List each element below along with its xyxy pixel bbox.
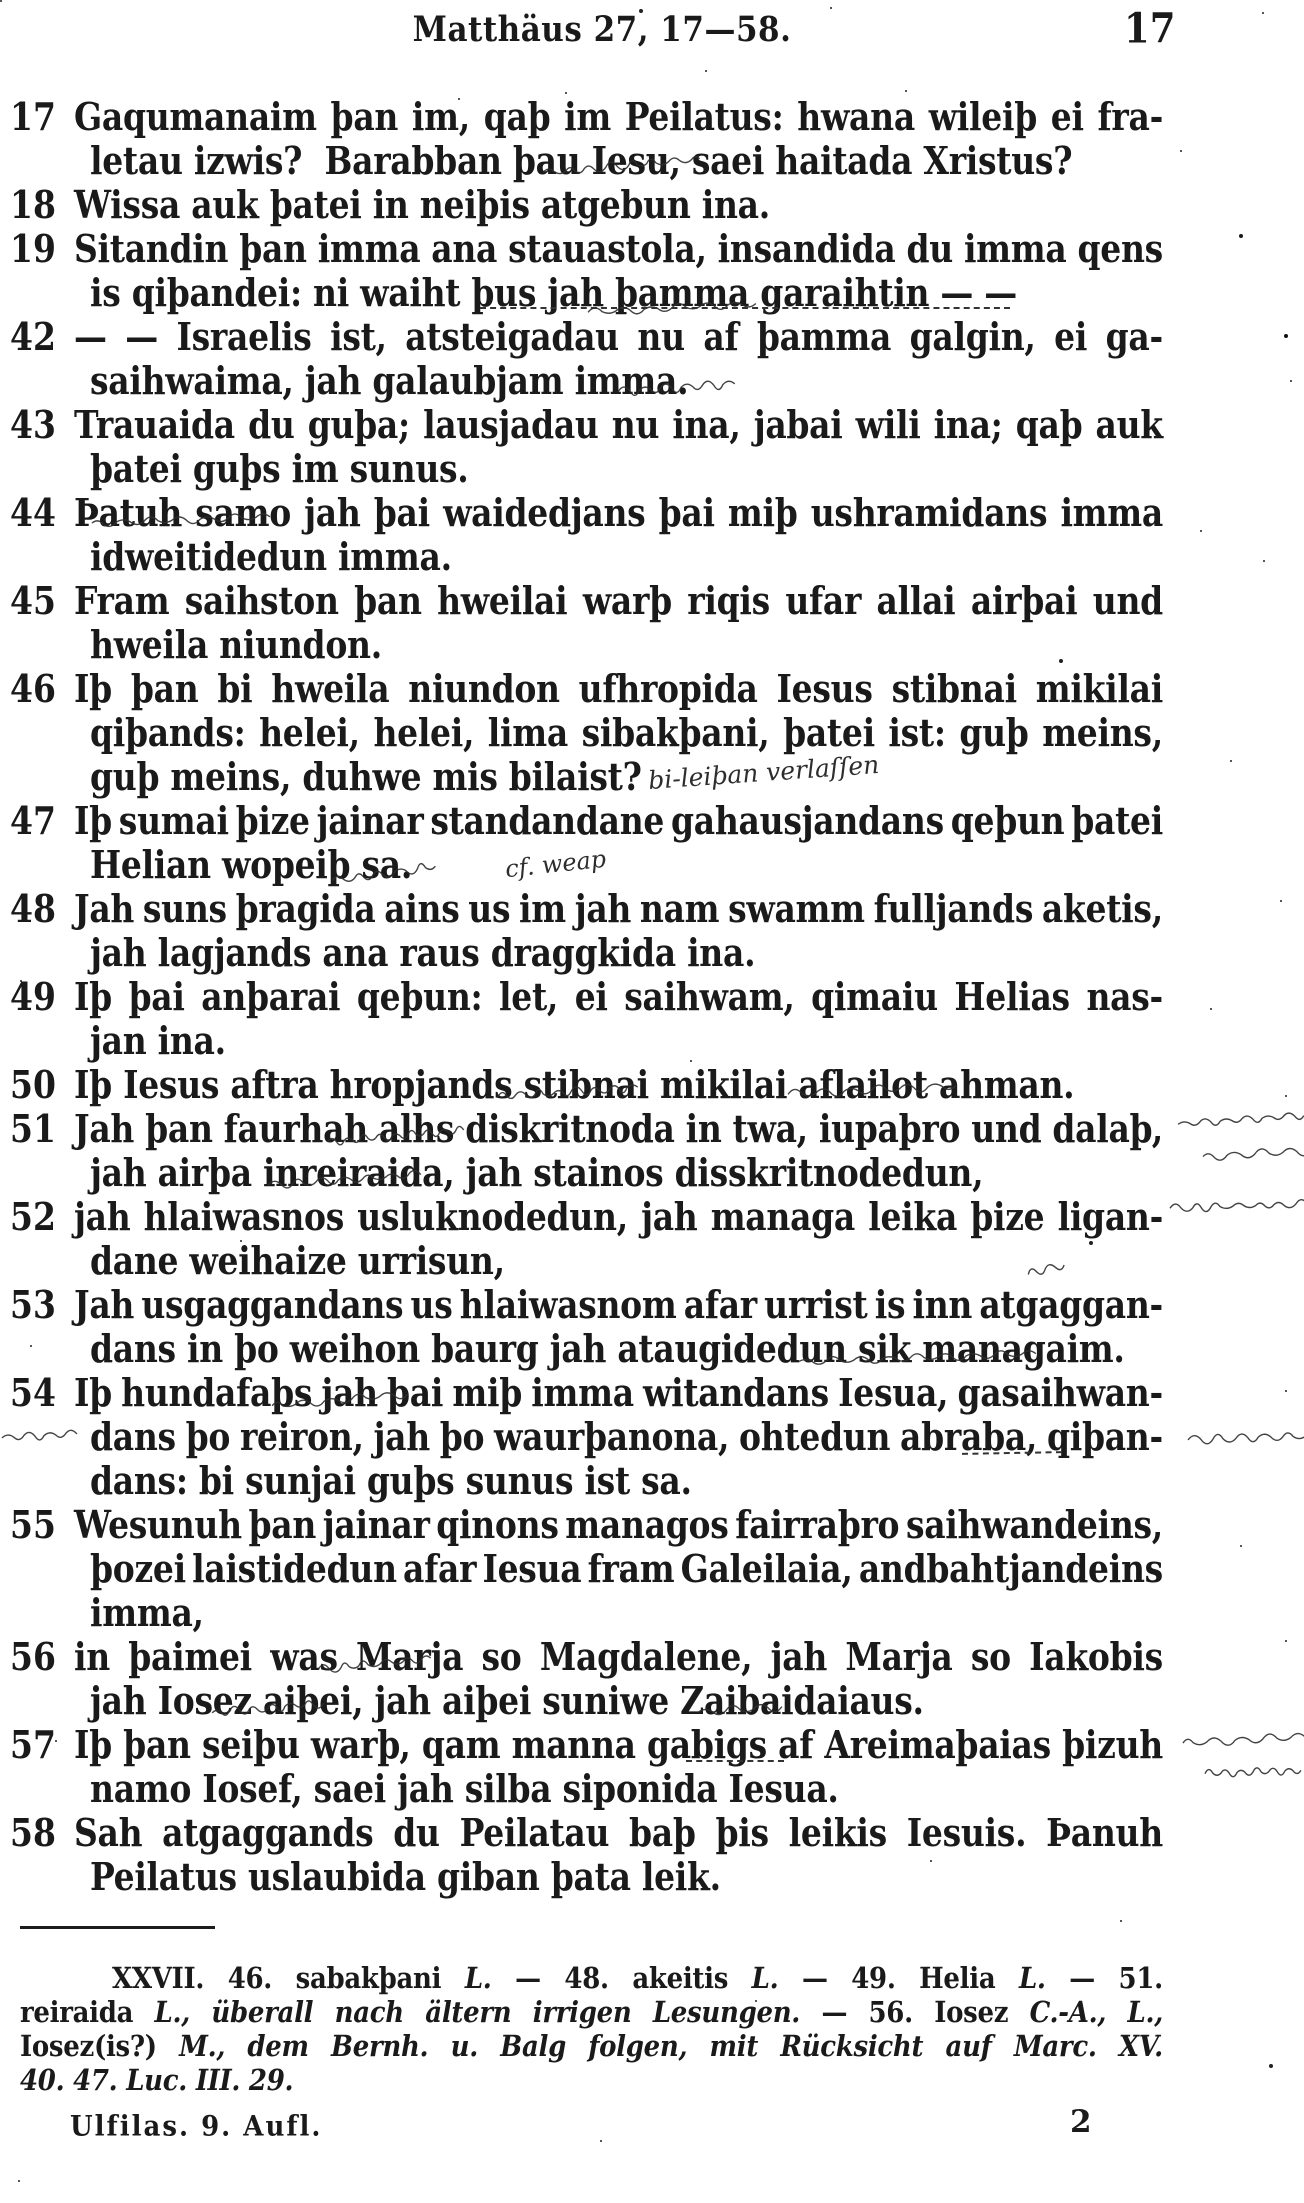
verse-line-text: namo Iosef, saei jah silba siponida Iesua. (90, 1765, 839, 1812)
verse-line-text: letau izwis? Barabban þau Iesu, saei haitada Xristus? (90, 137, 1073, 184)
verse-line-text: jah Iosez aiþei, jah aiþei suniwe Zaibaidaiaus. (90, 1677, 924, 1724)
verse-line-text: Wesunuh þan jainar qinons managos fairraþro saihwandeins, (74, 1501, 1163, 1548)
footnote-line: XXVII. 46. sabakþani L. — 48. akeitis L. — 49. Helia L. — 51. (112, 1962, 1163, 1996)
verse-number: 56 (10, 1633, 56, 1680)
verse-line-text: guþ meins, duhwe mis bilaist? (90, 753, 642, 800)
verse-line-text: hweila niundon. (90, 621, 382, 668)
verse-number: 46 (10, 665, 56, 712)
verse-number: 44 (10, 489, 56, 536)
verse-line-text: Gaqumanaim þan im, qaþ im Peilatus: hwana wileiþ ei fra- (74, 93, 1163, 140)
verse-line-text: jan ina. (90, 1017, 226, 1064)
footnote-line: 40. 47. Luc. III. 29. (20, 2064, 302, 2098)
verse-number: 54 (10, 1369, 56, 1416)
verse-number: 52 (10, 1193, 56, 1240)
verse-line-text: is qiþandei: ni waiht þus jah þamma garaihtin — — (90, 269, 1017, 316)
footnote-line: Iosez(is?) M., dem Bernh. u. Balg folgen, mit Rücksicht auf Marc. XV. (20, 2030, 1163, 2064)
verse-number: 57 (10, 1721, 56, 1768)
verse-number: 51 (10, 1105, 56, 1152)
handwritten-note: cf. weap (503, 844, 608, 884)
verse-line-text: Trauaida du guþa; lausjadau nu ina, jabai wili ina; qaþ auk (74, 401, 1163, 448)
verse-line-text: in þaimei was Marja so Magdalene, jah Marja so Iakobis (74, 1633, 1163, 1680)
sheet-signature-number: 2 (1070, 2104, 1092, 2140)
verse-number: 50 (10, 1061, 56, 1108)
verse-line-text: jah hlaiwasnos usluknodedun, jah managa leika þize ligan- (74, 1193, 1163, 1240)
verse-line-text: Sitandin þan imma ana stauastola, insandida du imma qens (74, 225, 1163, 272)
verse-line-text: Iþ hundafaþs jah þai miþ imma witandans Iesua, gasaihwan- (74, 1369, 1163, 1416)
verse-line-text: imma, (90, 1589, 204, 1636)
verse-number: 55 (10, 1501, 56, 1548)
verse-line-text: Iþ Iesus aftra hropjands stibnai mikilai aflailot ahman. (74, 1061, 1075, 1108)
page-header-title: Matthäus 27, 17—58. (412, 9, 792, 51)
verse-line-text: saihwaima, jah galaubjam imma. (90, 357, 689, 404)
verse-line-text: dane weihaize urrisun, (90, 1237, 505, 1284)
footnote-line: reiraida L., überall nach ältern irrigen Lesungen. — 56. Iosez C.-A., L., (20, 1996, 1163, 2030)
verse-number: 19 (10, 225, 56, 272)
verse-line-text: dans: bi sunjai guþs sunus ist sa. (90, 1457, 692, 1504)
verse-number: 47 (10, 797, 56, 844)
verse-line-text: Þatuh samo jah þai waidedjans þai miþ ushramidans imma (74, 489, 1163, 536)
critical-apparatus-footnote (20, 1962, 1163, 2098)
verse-line-text: þatei guþs im sunus. (90, 445, 469, 492)
verse-line-text: Helian wopeiþ sa. (90, 841, 413, 888)
verse-line-text: Fram saihston þan hweilai warþ riqis ufar allai airþai und (74, 577, 1163, 624)
verse-line-text: Jah usgaggandans us hlaiwasnom afar urrist is inn atgaggan- (74, 1281, 1163, 1328)
verse-line-text: Iþ þai anþarai qeþun: let, ei saihwam, qimaiu Helias nas- (74, 973, 1163, 1020)
verse-line-text: — — Israelis ist, atsteigadau nu af þamma galgin, ei ga- (74, 313, 1163, 360)
verse-number: 58 (10, 1809, 56, 1856)
verse-line-text: Jah þan faurhah alhs diskritnoda in twa, iupaþro und dalaþ, (74, 1105, 1163, 1152)
verse-line-text: Iþ þan seiþu warþ, qam manna gabigs af Areimaþaias þizuh (74, 1721, 1163, 1768)
verse-number: 45 (10, 577, 56, 624)
verse-line-text: jah airþa inreiraida, jah stainos disskritnodedun, (90, 1149, 984, 1196)
verse-number: 53 (10, 1281, 56, 1328)
verse-line (0, 1851, 1304, 1902)
verse-text-block (0, 95, 1304, 1899)
verse-line-text: Peilatus uslaubida giban þata leik. (90, 1853, 721, 1900)
edition-imprint: Ulfilas. 9. Aufl. (70, 2110, 323, 2144)
verse-line-text: þozei laistidedun afar Iesua fram Galeilaia, andbahtjandeins (90, 1545, 1163, 1592)
verse-number: 42 (10, 313, 56, 360)
page-number: 17 (1124, 3, 1176, 53)
verse-line-text: Jah suns þragida ains us im jah nam swamm fulljands aketis, (74, 885, 1163, 932)
verse-line-text: jah lagjands ana raus draggkida ina. (90, 929, 756, 976)
verse-line-text: Sah atgaggands du Peilatau baþ þis leikis Iesuis. Þanuh (74, 1809, 1163, 1856)
footnote-separator-rule (20, 1926, 215, 1929)
verse-number: 18 (10, 181, 56, 228)
verse-line-text: Iþ sumai þize jainar standandane gahausjandans qeþun þatei (74, 797, 1163, 844)
verse-line-text: dans in þo weihon baurg jah ataugidedun sik managaim. (90, 1325, 1125, 1372)
verse-line-text: idweitidedun imma. (90, 533, 452, 580)
verse-line-text: qiþands: helei, helei, lima sibakþani, þatei ist: guþ meins, (90, 709, 1163, 756)
verse-line-text: Wissa auk þatei in neiþis atgebun ina. (74, 181, 770, 228)
handwritten-note: bi-leiþan verlaſſen (647, 749, 881, 796)
verse-line-text: dans þo reiron, jah þo waurþanona, ohtedun abraba, qiþan- (90, 1413, 1163, 1460)
verse-number: 17 (10, 93, 56, 140)
verse-number: 48 (10, 885, 56, 932)
verse-number: 43 (10, 401, 56, 448)
verse-number: 49 (10, 973, 56, 1020)
verse-line-text: Iþ þan bi hweila niundon ufhropida Iesus stibnai mikilai (74, 665, 1163, 712)
